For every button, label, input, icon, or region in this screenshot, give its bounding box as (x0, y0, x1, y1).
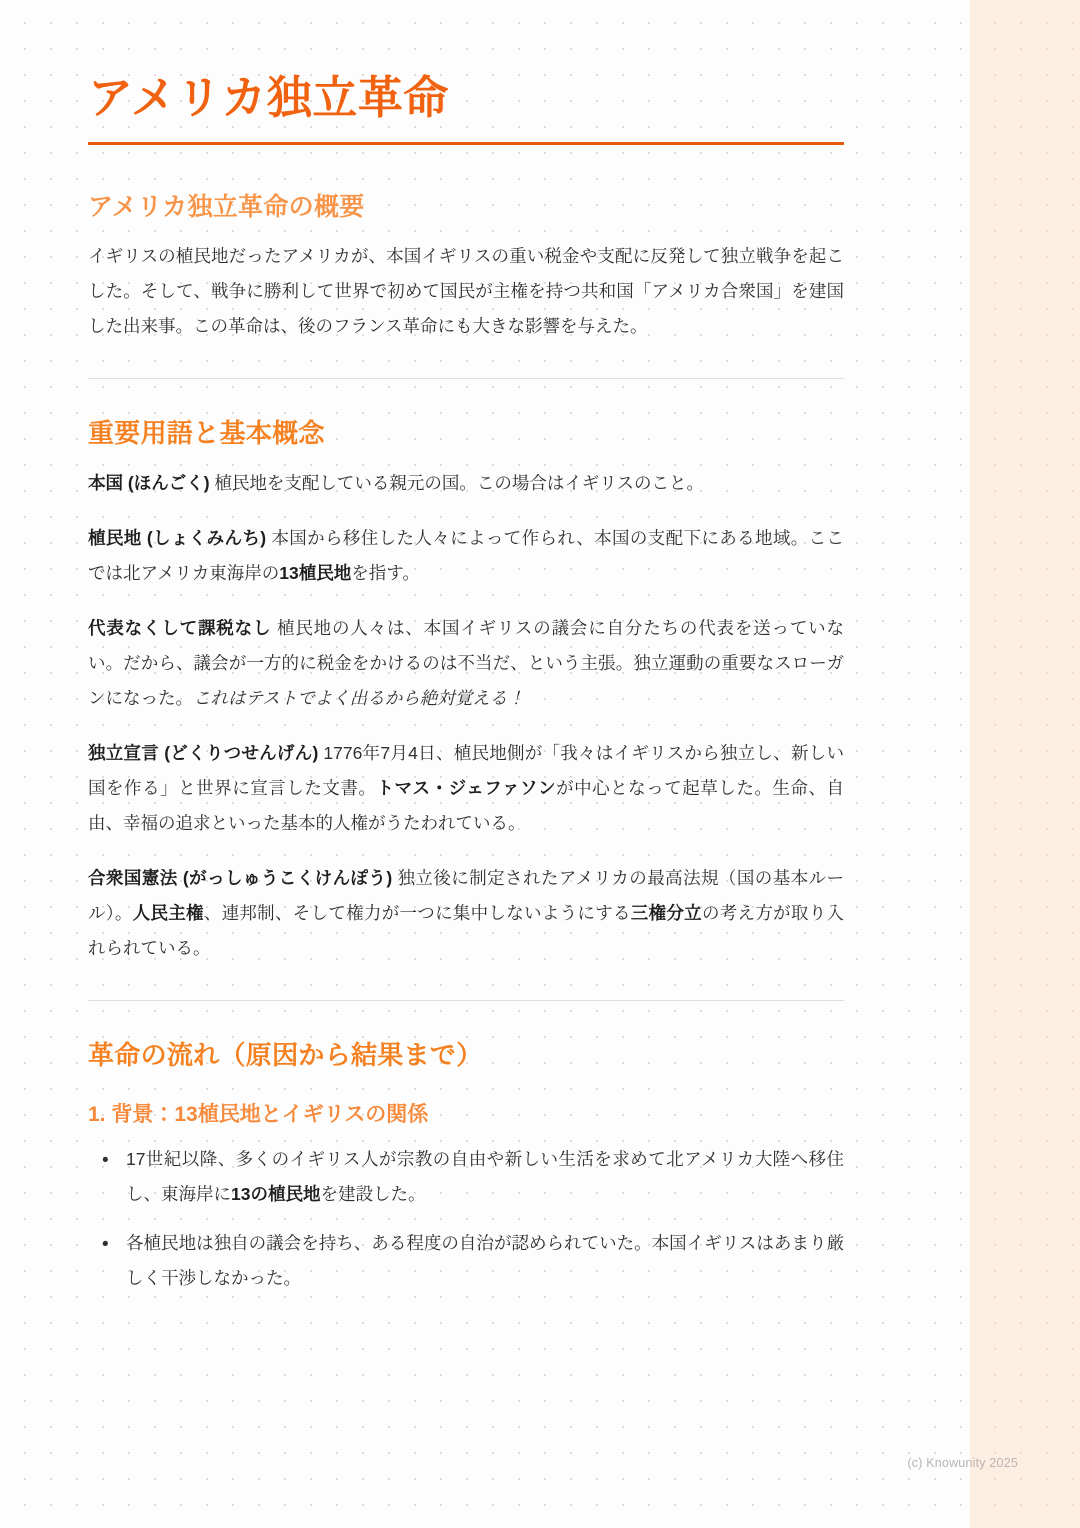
bullet-text-emphasis: 13の植民地 (231, 1184, 321, 1205)
watermark: (c) Knowunity 2025 (907, 1456, 1018, 1470)
term-entry-hongoku (88, 466, 844, 501)
page-title: アメリカ独立革命 (88, 72, 449, 123)
title-divider (88, 142, 844, 145)
term-definition-emphasis: 人民主権 (132, 903, 204, 924)
term-label: 独立宣言 (どくりつせんげん) (88, 743, 319, 764)
bullet-text: 各植民地は独自の議会を持ち、ある程度の自治が認められていた。本国イギリスはあまり厳しく干渉しなかった。 (126, 1233, 844, 1289)
subsection-heading-background: 1. 背景：13植民地とイギリスの関係 (88, 1103, 429, 1127)
term-definition: 本国から移住した人々によって作られ、本国の支配下にある地域。ここでは北アメリカ東海岸の (88, 528, 844, 584)
term-entry-constitution (88, 861, 844, 966)
bullet-text: 17世紀以降、多くのイギリス人が宗教の自由や新しい生活を求めて北アメリカ大陸へ移住し、東海岸に (126, 1149, 844, 1205)
term-label: 代表なくして課税なし (88, 618, 272, 639)
term-definition-cont-2: の考え方が取り入れられている。 (88, 903, 845, 959)
term-definition-cont: が中心となって起草した。生命、自由、幸福の追求といった基本的人権がうたわれている。 (88, 778, 844, 834)
term-definition-emphasis: 13植民地 (279, 563, 352, 584)
document-content (88, 70, 844, 1310)
term-definition: 1776年7月4日、植民地側が「我々はイギリスから独立し、新しい国を作る」と世界に宣言した文書。 (88, 743, 844, 799)
background-bullet-list (88, 1142, 844, 1296)
overview-paragraph: イギリスの植民地だったアメリカが、本国イギリスの重い税金や支配に反発して独立戦争を起こした。そして、戦争に勝利して世界で初めて国民が主権を持つ共和国「アメリカ合衆国」を建国した出来事。この革命は、後のフランス革命にも大きな影響を与えた。 (88, 246, 844, 337)
section-heading-terms: 重要用語と基本概念 (88, 418, 325, 449)
term-definition-cont: を指す。 (351, 563, 420, 584)
term-label: 植民地 (しょくみんち) (88, 528, 267, 549)
term-definition-emphasis-2: 三権分立 (630, 903, 702, 924)
term-label: 合衆国憲法 (がっしゅうこくけんぽう) (88, 868, 393, 889)
section-heading-overview: アメリカ独立革命の概要 (88, 193, 365, 222)
section-heading-flow: 革命の流れ（原因から結果まで） (88, 1040, 483, 1071)
section-divider-1 (88, 378, 844, 379)
term-definition-cont: 、連邦制、そして権力が一つに集中しないようにする (203, 903, 631, 924)
list-item (126, 1142, 844, 1212)
list-item (126, 1226, 844, 1296)
term-definition-note: これはテストでよく出るから絶対覚える！ (193, 688, 525, 709)
term-entry-declaration (88, 736, 844, 841)
term-entry-no-taxation (88, 611, 844, 716)
bullet-text-cont: を建設した。 (320, 1184, 426, 1205)
page-side-band (970, 0, 1080, 1528)
term-definition-emphasis: トマス・ジェファソン (376, 778, 557, 799)
term-definition: 独立後に制定されたアメリカの最高法規（国の基本ルール）。 (88, 868, 844, 924)
term-entry-shokuminchi (88, 521, 844, 591)
term-definition: 植民地の人々は、本国イギリスの議会に自分たちの代表を送っていない。だから、議会が一方的に税金をかけるのは不当だ、という主張。独立運動の重要なスローガンになった。 (88, 618, 845, 709)
term-label: 本国 (ほんごく) (88, 473, 210, 494)
section-divider-2 (88, 1000, 844, 1001)
term-definition: 植民地を支配している親元の国。この場合はイギリスのこと。 (209, 473, 705, 494)
